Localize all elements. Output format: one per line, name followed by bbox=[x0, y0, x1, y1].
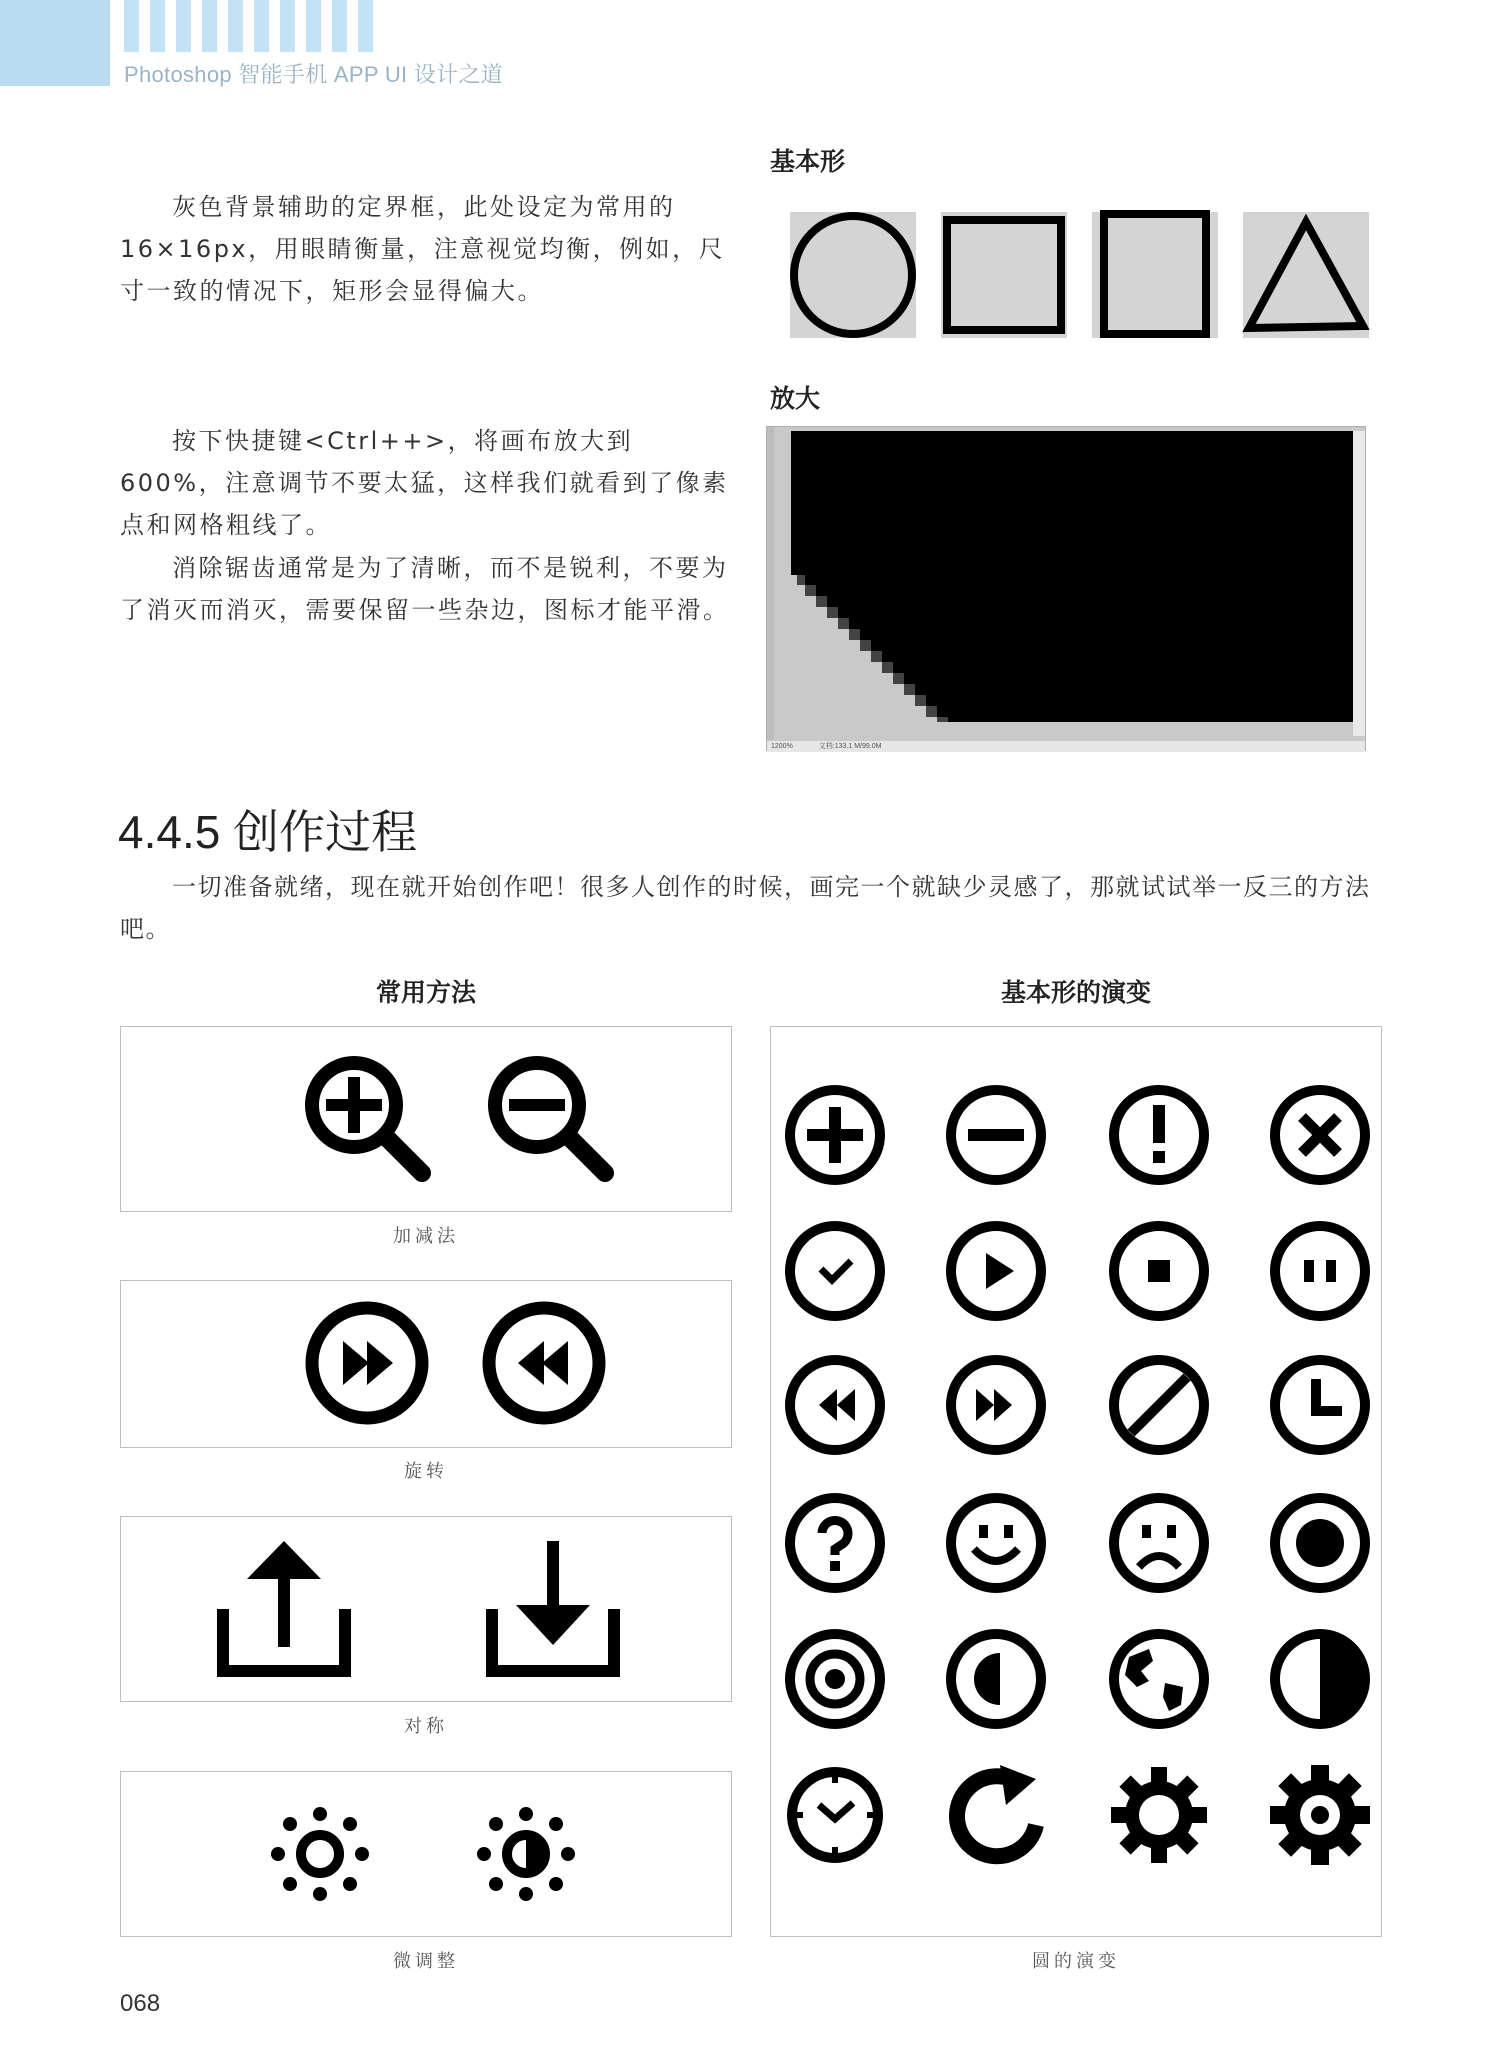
status-bar bbox=[767, 741, 1365, 752]
help-circle-icon bbox=[790, 1498, 880, 1588]
paragraph-zoom: 按下快捷键<Ctrl++>，将画布放大到600%，注意调节不要太猛，这样我们就看到了像素点和网格粗线了。 bbox=[120, 427, 729, 539]
caption-circle-evolution: 圆的演变 bbox=[1032, 1951, 1120, 1972]
caption-symmetry: 对称 bbox=[404, 1716, 448, 1737]
clock-icon bbox=[1275, 1360, 1365, 1450]
section-intro: 一切准备就绪，现在就开始创作吧！很多人创作的时候，画完一个就缺少灵感了，那就试试举一反三的方法吧。 bbox=[120, 873, 1371, 943]
caption-rotate: 旋转 bbox=[404, 1461, 448, 1482]
circle-icon bbox=[790, 212, 916, 338]
target-icon bbox=[790, 1634, 880, 1724]
zoom-level: 1200% bbox=[771, 743, 793, 750]
zoom-in-icon bbox=[312, 1063, 422, 1173]
page-number: 068 bbox=[120, 1990, 161, 2017]
book-title: Photoshop 智能手机 APP UI 设计之道 bbox=[124, 62, 504, 87]
record-icon bbox=[1275, 1498, 1365, 1588]
header-stripes bbox=[124, 0, 373, 52]
rewind-circle-icon bbox=[489, 1308, 599, 1418]
square-icon bbox=[941, 212, 1067, 338]
alert-circle-icon bbox=[1114, 1090, 1204, 1180]
alarm-clock-icon bbox=[792, 1772, 878, 1858]
refresh-icon bbox=[957, 1765, 1036, 1856]
half-circle-icon bbox=[951, 1634, 1041, 1724]
panel-symmetry bbox=[120, 1516, 732, 1702]
contrast-half-icon bbox=[1275, 1634, 1365, 1724]
paragraph-bounding-box: 灰色背景辅助的定界框，此处设定为常用的16×16px，用眼睛衡量，注意视觉均衡，例如，尺寸一致的情况下，矩形会显得偏大。 bbox=[120, 193, 726, 305]
fast-forward-circle-icon bbox=[312, 1308, 422, 1418]
smile-icon bbox=[951, 1498, 1041, 1588]
stop-circle-icon bbox=[1114, 1226, 1204, 1316]
fast-forward-circle-icon bbox=[951, 1360, 1041, 1450]
panel-fine-tune bbox=[120, 1771, 732, 1937]
icon-grid bbox=[771, 1027, 1381, 1936]
caption-fine-tune: 微调整 bbox=[393, 1951, 459, 1972]
contrast-icon bbox=[477, 1807, 575, 1901]
plus-circle-icon bbox=[790, 1090, 880, 1180]
zoom-out-icon bbox=[495, 1063, 605, 1173]
zoomed-canvas bbox=[766, 426, 1366, 751]
column-title-methods: 常用方法 bbox=[375, 978, 476, 1007]
basic-shapes-figure bbox=[790, 210, 1370, 340]
download-icon bbox=[492, 1541, 614, 1671]
pixel-edge-illustration bbox=[767, 427, 1365, 740]
caption-add-subtract: 加减法 bbox=[393, 1226, 459, 1247]
sad-icon bbox=[1114, 1498, 1204, 1588]
square-icon bbox=[1092, 212, 1218, 338]
check-circle-icon bbox=[790, 1226, 880, 1316]
header-color-block bbox=[0, 0, 110, 86]
gear-icon bbox=[1111, 1767, 1207, 1863]
panel-add-subtract bbox=[120, 1026, 732, 1212]
settings-icon bbox=[1270, 1765, 1370, 1865]
rewind-circle-icon bbox=[790, 1360, 880, 1450]
close-circle-icon bbox=[1275, 1090, 1365, 1180]
block-icon bbox=[1114, 1360, 1204, 1450]
globe-icon bbox=[1114, 1634, 1204, 1724]
panel-rotate bbox=[120, 1280, 732, 1448]
figure-label-zoom: 放大 bbox=[770, 384, 821, 413]
section-title: 4.4.5 创作过程 bbox=[118, 806, 418, 858]
triangle-icon bbox=[1243, 212, 1369, 338]
panel-circle-evolution bbox=[770, 1026, 1382, 1937]
doc-size: 文档:133.1 M/99.0M bbox=[818, 743, 882, 750]
pause-circle-icon bbox=[1275, 1226, 1365, 1316]
upload-icon bbox=[223, 1541, 345, 1671]
play-circle-icon bbox=[951, 1226, 1041, 1316]
column-title-evolution: 基本形的演变 bbox=[1000, 978, 1151, 1007]
minus-circle-icon bbox=[951, 1090, 1041, 1180]
figure-label-basic-shapes: 基本形 bbox=[770, 147, 846, 176]
paragraph-antialias: 消除锯齿通常是为了清晰，而不是锐利，不要为了消灭而消灭，需要保留一些杂边，图标才能平滑。 bbox=[120, 554, 730, 624]
brightness-icon bbox=[271, 1807, 369, 1901]
